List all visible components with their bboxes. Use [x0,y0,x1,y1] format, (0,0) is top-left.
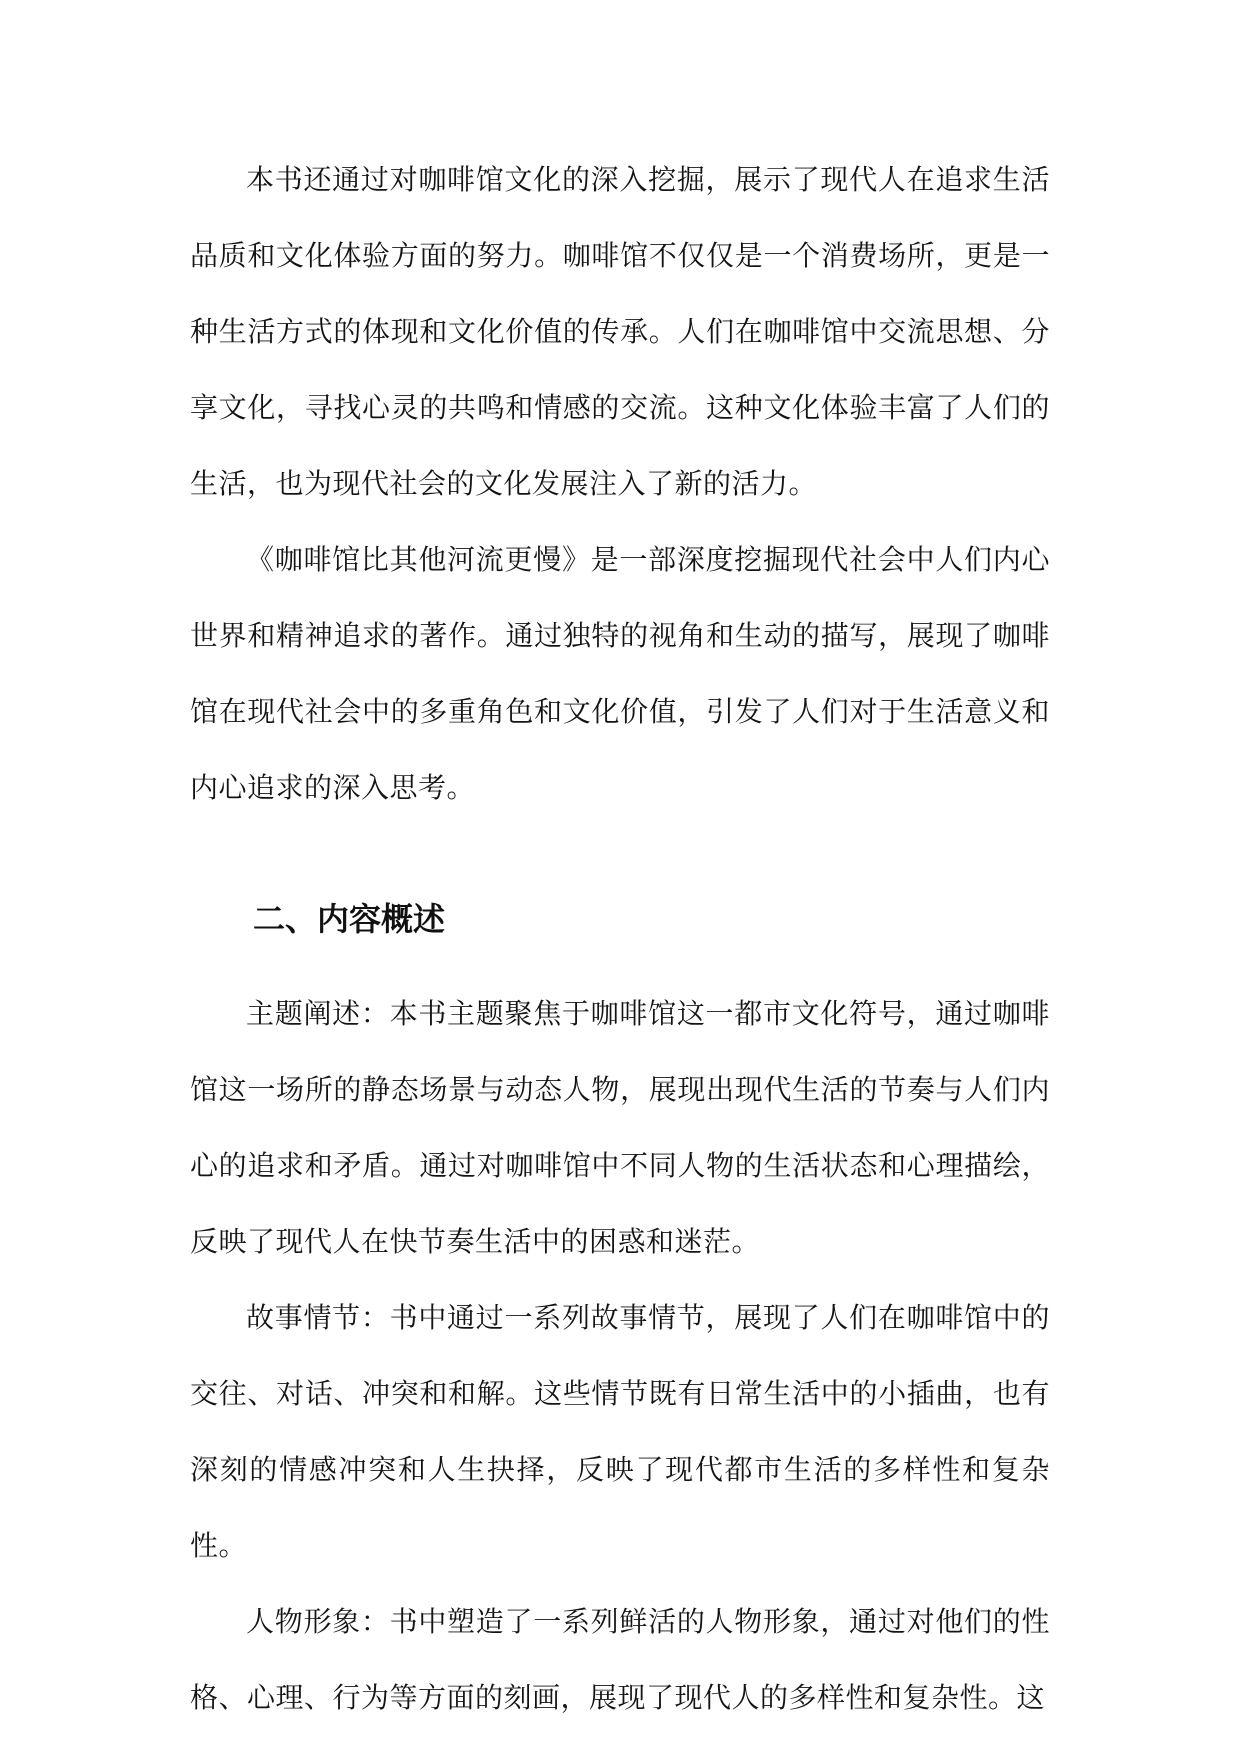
paragraph-theme: 主题阐述：本书主题聚焦于咖啡馆这一都市文化符号，通过咖啡馆这一场所的静态场景与动态人物，展现出现代生活的节奏与人们内心的追求和矛盾。通过对咖啡馆中不同人物的生活状态和心理描绘，反映了现代人在快节奏生活中的困惑和迷茫。 [190,997,1050,1258]
paragraph-book-summary: 《咖啡馆比其他河流更慢》是一部深度挖掘现代社会中人们内心世界和精神追求的著作。通过独特的视角和生动的描写，展现了咖啡馆在现代社会中的多重角色和文化价值，引发了人们对于生活意义和内心追求的深入思考。 [190,543,1050,804]
page-content [190,142,1050,1736]
paragraph-culture-exploration: 本书还通过对咖啡馆文化的深入挖掘，展示了现代人在追求生活品质和文化体验方面的努力。咖啡馆不仅仅是一个消费场所，更是一种生活方式的体现和文化价值的传承。人们在咖啡馆中交流思想、分享文化，寻找心灵的共鸣和情感的交流。这种文化体验丰富了人们的生活，也为现代社会的文化发展注入了新的活力。 [190,163,1050,500]
section-heading-content-overview: 二、内容概述 [253,900,446,938]
paragraph-characters: 人物形象：书中塑造了一系列鲜活的人物形象，通过对他们的性格、心理、行为等方面的刻画，展现了现代人的多样性和复杂性。这 [190,1605,1050,1714]
paragraph-plot: 故事情节：书中通过一系列故事情节，展现了人们在咖啡馆中的交往、对话、冲突和和解。这些情节既有日常生活中的小插曲，也有深刻的情感冲突和人生抉择，反映了现代都市生活的多样性和复杂性。 [190,1301,1050,1562]
